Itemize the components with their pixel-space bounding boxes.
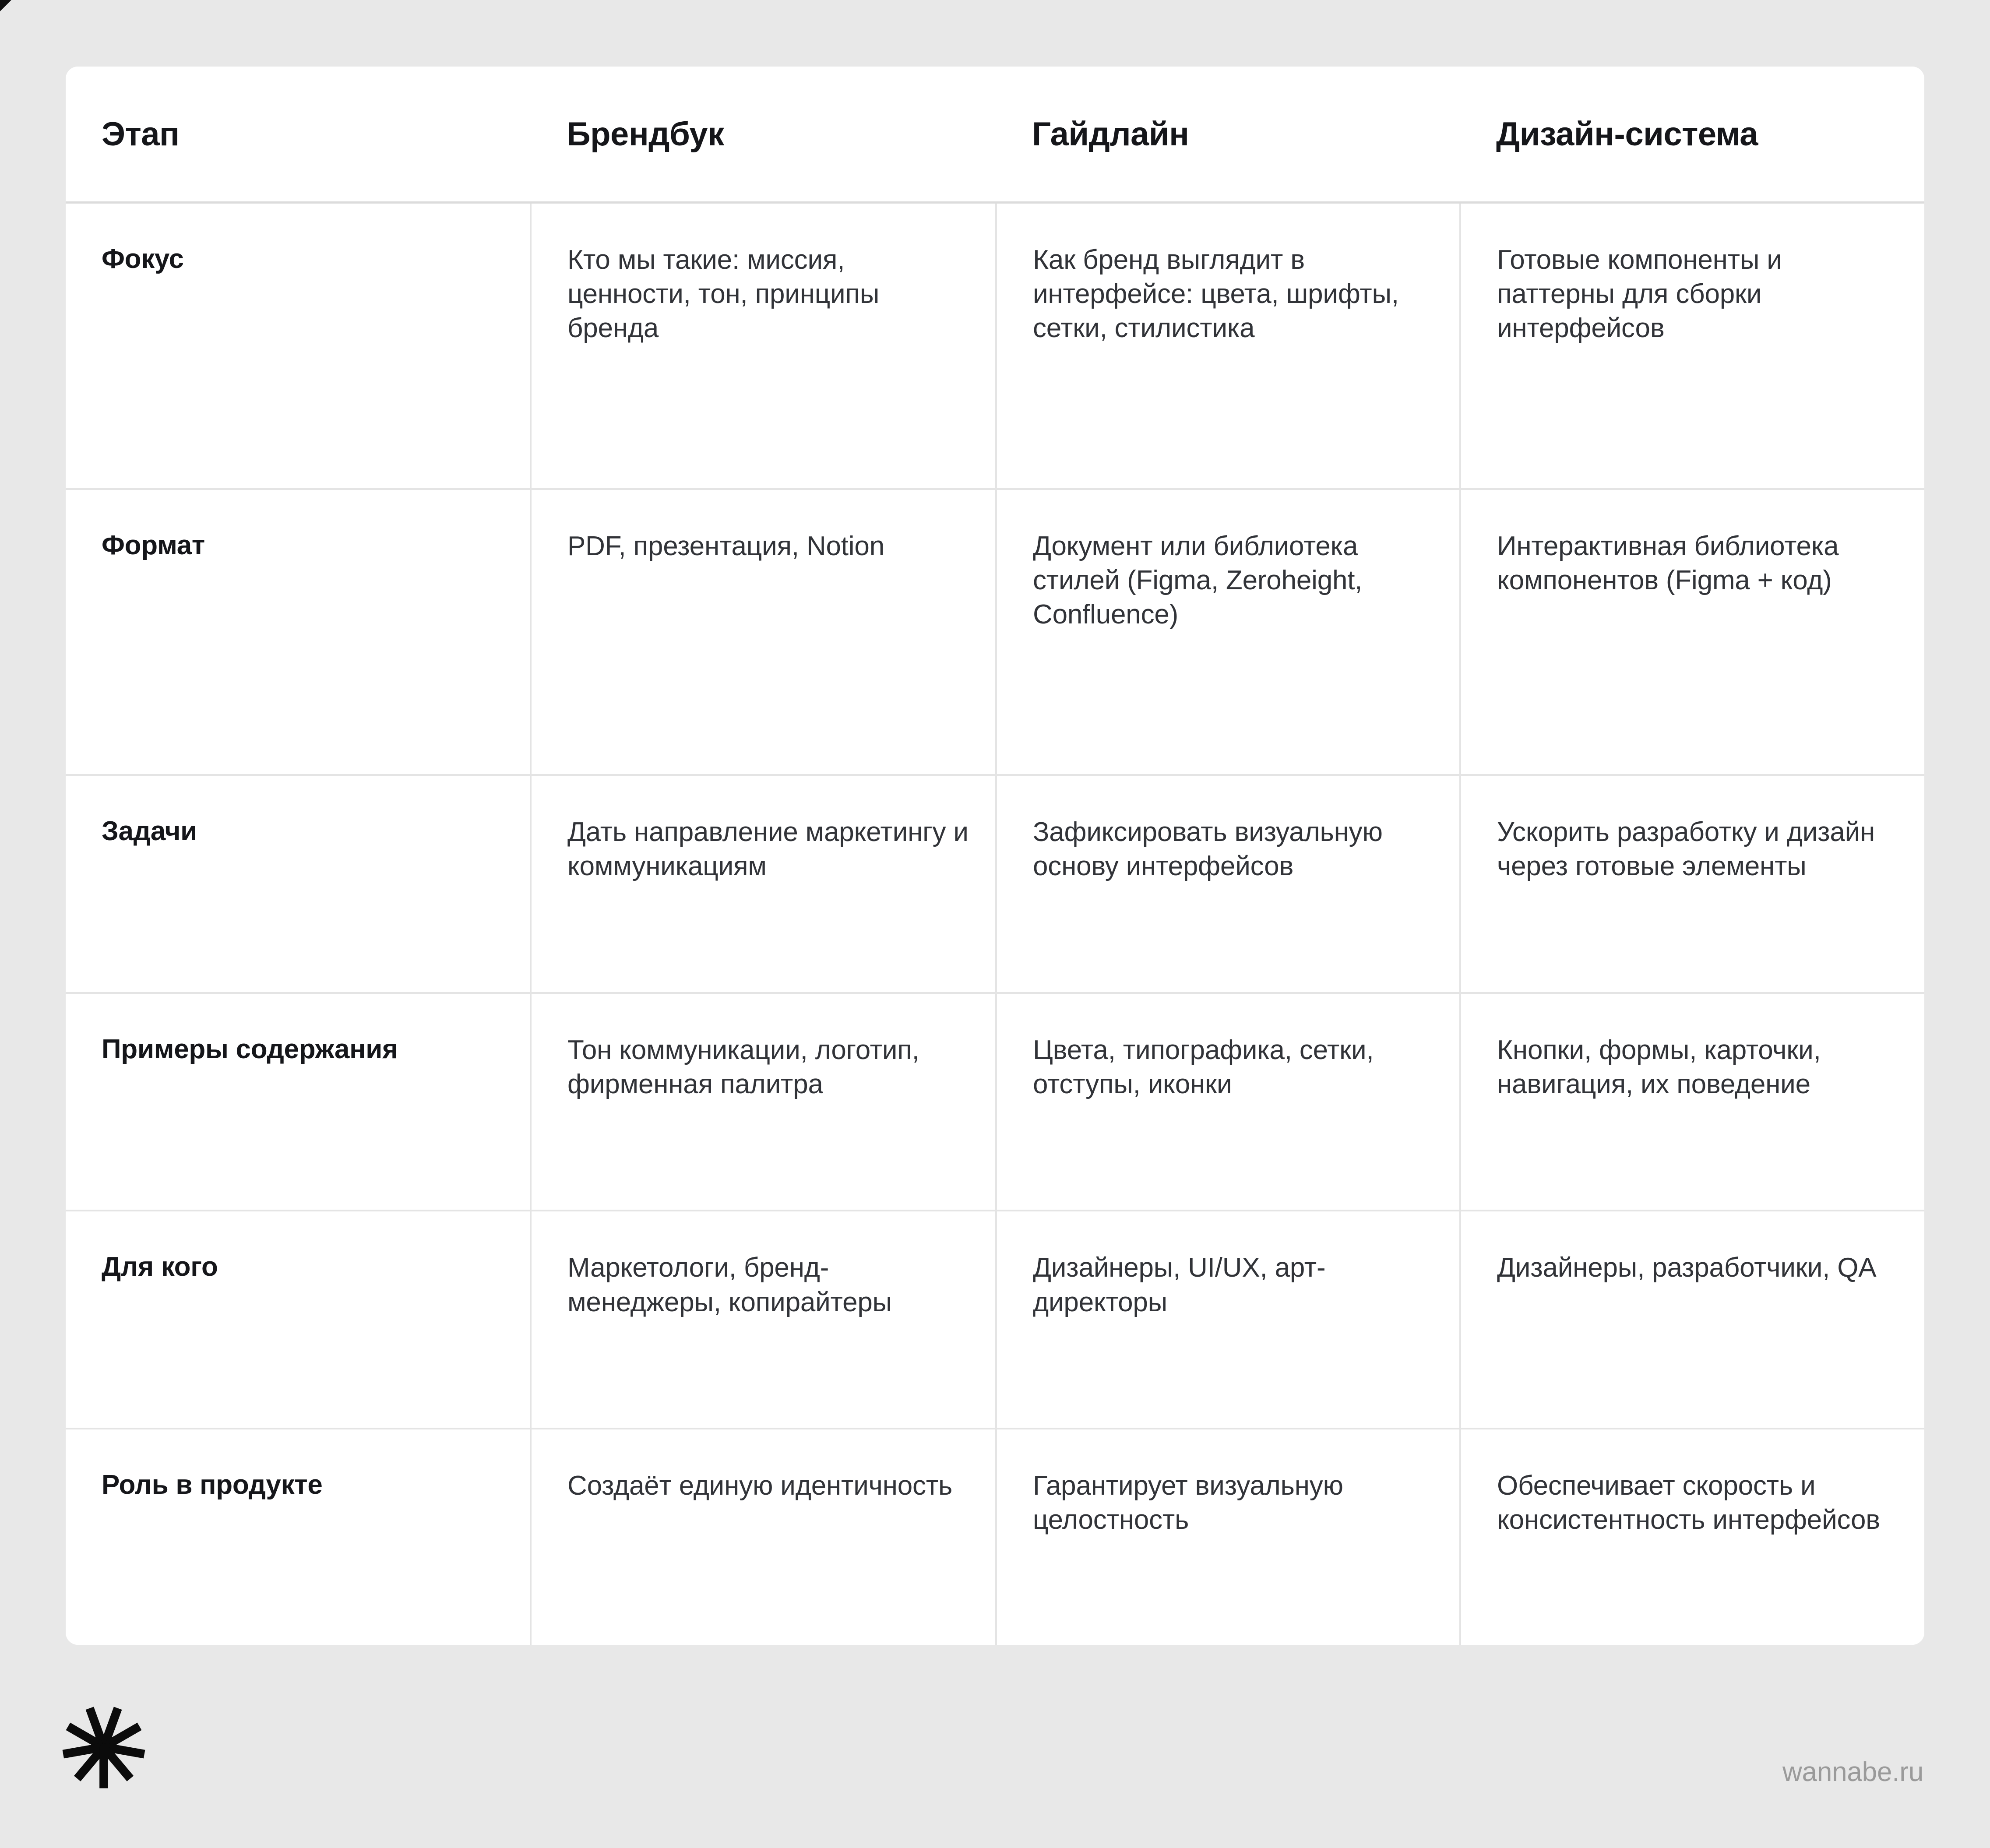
cell-guideline bbox=[996, 993, 1460, 1211]
cell-guideline bbox=[996, 775, 1460, 993]
cell-brandbook bbox=[531, 203, 996, 489]
table-row bbox=[66, 203, 1924, 489]
cell-text: Готовые компоненты и паттерны для сборки интерфейсов bbox=[1497, 245, 1782, 344]
header-row bbox=[66, 67, 1924, 203]
cell-guideline bbox=[996, 489, 1460, 775]
row-label: Примеры содержания bbox=[102, 1034, 398, 1064]
table-row bbox=[66, 775, 1924, 993]
column-header-guideline bbox=[996, 67, 1460, 203]
watermark-text: wannabe.ru bbox=[1782, 1757, 1923, 1787]
cell-text: Создаёт единую идентичность bbox=[567, 1471, 953, 1501]
row-label-cell bbox=[66, 993, 531, 1211]
row-label: Фокус bbox=[102, 244, 184, 274]
cell-text: Тон коммуникации, логотип, фирменная палитра bbox=[567, 1035, 919, 1099]
row-label: Для кого bbox=[102, 1252, 218, 1282]
cell-text: Маркетологи, бренд-менеджеры, копирайтеры bbox=[567, 1253, 892, 1317]
cell-text: Кто мы такие: миссия, ценности, тон, принципы бренда bbox=[567, 245, 880, 344]
column-header-design-system-label: Дизайн-система bbox=[1496, 115, 1758, 153]
row-label: Задачи bbox=[102, 816, 197, 846]
row-label: Роль в продукте bbox=[102, 1470, 323, 1500]
row-label-cell bbox=[66, 489, 531, 775]
cell-design-system bbox=[1460, 203, 1924, 489]
cell-brandbook bbox=[531, 1211, 996, 1429]
cell-text: Обеспечивает скорость и консистентность интерфейсов bbox=[1497, 1471, 1881, 1535]
cell-text: Интерактивная библиотека компонентов (Figma + код) bbox=[1497, 531, 1839, 595]
table-row bbox=[66, 993, 1924, 1211]
cell-text: Гарантирует визуальную целостность bbox=[1033, 1471, 1343, 1535]
cell-text: PDF, презентация, Notion bbox=[567, 531, 884, 561]
cell-design-system bbox=[1460, 1429, 1924, 1645]
comparison-card bbox=[66, 67, 1924, 1645]
table-header bbox=[66, 67, 1924, 203]
asterisk-logo bbox=[56, 1698, 151, 1792]
comparison-table bbox=[66, 67, 1924, 1645]
cell-text: Как бренд выглядит в интерфейсе: цвета, шрифты, сетки, стилистика bbox=[1033, 245, 1399, 344]
cell-guideline bbox=[996, 1211, 1460, 1429]
corner-notch bbox=[0, 0, 11, 11]
cell-text: Кнопки, формы, карточки, навигация, их поведение bbox=[1497, 1035, 1821, 1099]
cell-text: Цвета, типографика, сетки, отступы, иконки bbox=[1033, 1035, 1374, 1099]
column-header-design-system bbox=[1460, 67, 1924, 203]
cell-guideline bbox=[996, 203, 1460, 489]
column-header-stage-label: Этап bbox=[102, 115, 180, 153]
footer bbox=[0, 1645, 1990, 1848]
cell-brandbook bbox=[531, 489, 996, 775]
row-label-cell bbox=[66, 1429, 531, 1645]
cell-text: Дизайнеры, UI/UX, арт-директоры bbox=[1033, 1253, 1326, 1317]
cell-design-system bbox=[1460, 489, 1924, 775]
cell-text: Дизайнеры, разработчики, QA bbox=[1497, 1253, 1877, 1283]
cell-brandbook bbox=[531, 993, 996, 1211]
row-label-cell bbox=[66, 1211, 531, 1429]
cell-text: Документ или библиотека стилей (Figma, Zeroheight, Confluence) bbox=[1033, 531, 1363, 630]
cell-text: Зафиксировать визуальную основу интерфейсов bbox=[1033, 817, 1383, 881]
cell-design-system bbox=[1460, 775, 1924, 993]
table-row bbox=[66, 1429, 1924, 1645]
column-header-brandbook bbox=[531, 67, 996, 203]
column-header-brandbook-label: Брендбук bbox=[567, 115, 724, 153]
row-label: Формат bbox=[102, 530, 205, 560]
row-label-cell bbox=[66, 775, 531, 993]
cell-brandbook bbox=[531, 775, 996, 993]
cell-design-system bbox=[1460, 1211, 1924, 1429]
table-row bbox=[66, 489, 1924, 775]
row-label-cell bbox=[66, 203, 531, 489]
cell-design-system bbox=[1460, 993, 1924, 1211]
cell-text: Дать направление маркетингу и коммуникациям bbox=[567, 817, 969, 881]
column-header-guideline-label: Гайдлайн bbox=[1032, 115, 1189, 153]
cell-brandbook bbox=[531, 1429, 996, 1645]
table-row bbox=[66, 1211, 1924, 1429]
cell-text: Ускорить разработку и дизайн через готовые элементы bbox=[1497, 817, 1875, 881]
table-body bbox=[66, 203, 1924, 1645]
column-header-stage bbox=[66, 67, 531, 203]
cell-guideline bbox=[996, 1429, 1460, 1645]
